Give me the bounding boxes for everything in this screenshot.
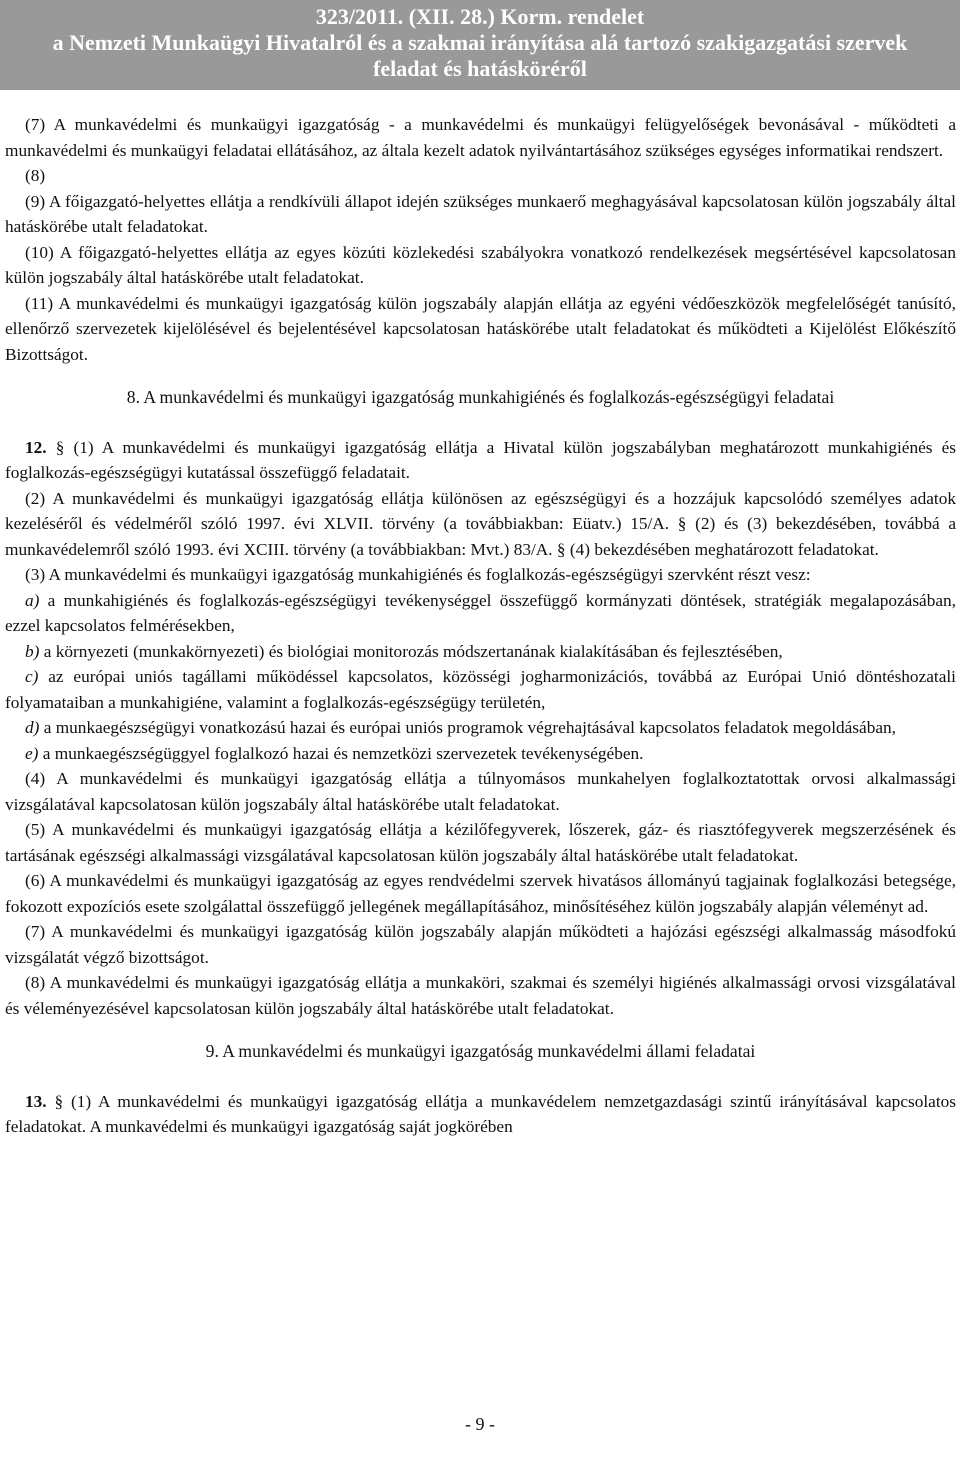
page-number: - 9 - xyxy=(465,1414,495,1434)
section-12-number: 12. xyxy=(25,437,47,457)
header-line-1: 323/2011. (XII. 28.) Korm. rendelet xyxy=(315,4,645,29)
paragraph-11: (11) A munkavédelmi és munkaügyi igazgatóság külön jogszabály alapján ellátja az egyéni védőeszközök megfelelőségét tanúsító, ellenőrző szervezetek kijelölésével és bejelentésével kapcsolatosan hatáskörébe utalt feladatokat és működteti a Kijelölést Előkészítő Bizottságot. xyxy=(5,293,956,364)
section-12-paragraph-1: 12. § (1) A munkavédelmi és munkaügyi igazgatóság ellátja a Hivatal külön jogszabályban meghatározott munkahigiénés és foglalkozás-egészségügyi kutatással összefüggő feladatait. xyxy=(5,437,956,482)
section-12-paragraph-2: (2) A munkavédelmi és munkaügyi igazgatóság ellátja különösen az egészségügyi és a hozzájuk kapcsolódó személyes adatok kezeléséről és védelméről szóló 1997. évi XLVII. törvény (a továbbiakban: Eüatv.) 15/A. § (2) és (3) bekezdésében, továbbá a munkavédelemről szóló 1993. évi XCIII. törvény (a továbbiakban: Mvt.) 83/A. § (4) bekezdésében meghatározott feladatokat. xyxy=(5,488,956,559)
section-12-paragraph-7: (7) A munkavédelmi és munkaügyi igazgatóság külön jogszabály alapján működteti a hajózási egészségi alkalmasság másodfokú vizsgálatát végző bizottságot. xyxy=(5,922,956,967)
section-12-point-e: e) a munkaegészségüggyel foglalkozó hazai és nemzetközi szervezetek tevékenységében. xyxy=(25,743,644,763)
paragraph-10: (10) A főigazgató-helyettes ellátja az egyes közúti közlekedési szabályokra vonatkozó rendelkezések megsértésével kapcsolatosan külön jogszabály által hatáskörébe utalt feladatokat. xyxy=(5,242,956,287)
paragraph-9: (9) A főigazgató-helyettes ellátja a rendkívüli állapot idején szükséges munkaerő meghagyásával kapcsolatosan külön jogszabály által hatáskörébe utalt feladatokat. xyxy=(5,191,956,236)
section-12-paragraph-4: (4) A munkavédelmi és munkaügyi igazgatóság ellátja a túlnyomásos munkahelyen foglalkoztatottak orvosi alkalmassági vizsgálatával kapcsolatosan külön jogszabály által hatáskörébe utalt feladatokat. xyxy=(5,769,956,814)
section-heading-9: 9. A munkavédelmi és munkaügyi igazgatóság munkavédelmi állami feladatai xyxy=(205,1041,756,1061)
section-13-number: 13. xyxy=(25,1091,47,1111)
section-13-paragraph-1: 13. § (1) A munkavédelmi és munkaügyi igazgatóság ellátja a munkavédelem nemzetgazdasági szintű irányításával kapcsolatos feladatokat. A munkavédelmi és munkaügyi igazgatóság saját jogkörében xyxy=(5,1091,956,1136)
header-line-3: feladat és hatásköréről xyxy=(373,56,587,81)
section-12-point-b: b) a környezeti (munkakörnyezeti) és biológiai monitorozás módszertanának kialakításában és fejlesztésében, xyxy=(25,641,783,661)
section-12-paragraph-3: (3) A munkavédelmi és munkaügyi igazgatóság munkahigiénés és foglalkozás-egészségügyi szervként részt vesz: xyxy=(25,565,811,584)
paragraph-7: (7) A munkavédelmi és munkaügyi igazgatóság - a munkavédelmi és munkaügyi felügyelőségek bevonásával - működteti a munkavédelmi és munkaügyi feladatai ellátásához, az általa kezelt adatok nyilvántartásához szükséges egységes informatikai rendszert. xyxy=(5,115,956,160)
document-body xyxy=(5,112,956,1140)
section-12-paragraph-5: (5) A munkavédelmi és munkaügyi igazgatóság ellátja a kézilőfegyverek, lőszerek, gáz- és riasztófegyverek megszerzésének és tartásának egészségi alkalmassági vizsgálatával kapcsolatosan külön jogszabály által hatáskörébe utalt feladatokat. xyxy=(5,820,956,865)
section-heading-8: 8. A munkavédelmi és munkaügyi igazgatóság munkahigiénés és foglalkozás-egészségügyi feladatai xyxy=(126,387,835,407)
paragraph-8: (8) xyxy=(25,166,46,185)
section-12-point-a: a) a munkahigiénés és foglalkozás-egészségügyi tevékenységgel összefüggő kormányzati döntések, stratégiák megalapozásában, ezzel kapcsolatos felmérésekben, xyxy=(5,590,956,635)
section-12-point-c: c) az európai uniós tagállami működéssel kapcsolatos, közösségi jogharmonizációs, továbbá az Európai Unió döntéshozatali folyamataiban a munkahigiéne, valamint a foglalkozás-egészségügy területén, xyxy=(5,667,956,712)
header-line-2: a Nemzeti Munkaügyi Hivatalról és a szakmai irányítása alá tartozó szakigazgatási szervek xyxy=(52,30,908,55)
section-sign: § xyxy=(55,437,65,457)
section-12-point-d: d) a munkaegészségügyi vonatkozású hazai és európai uniós programok végrehajtásával kapcsolatos feladatok megoldásában, xyxy=(25,718,896,737)
section-12-paragraph-6: (6) A munkavédelmi és munkaügyi igazgatóság az egyes rendvédelmi szervek hivatásos állományú tagjainak foglalkozási betegsége, fokozott expozíciós esete szolgálattal összefüggő jellegének megállapításához, minősítéséhez külön jogszabály alapján véleményt ad. xyxy=(5,871,956,916)
section-12-paragraph-8: (8) A munkavédelmi és munkaügyi igazgatóság ellátja a munkaköri, szakmai és személyi higiénés alkalmassági orvosi vizsgálatával és véleményezésével kapcsolatosan külön jogszabály által hatáskörébe utalt feladatokat. xyxy=(5,973,956,1018)
document-header xyxy=(0,0,960,90)
